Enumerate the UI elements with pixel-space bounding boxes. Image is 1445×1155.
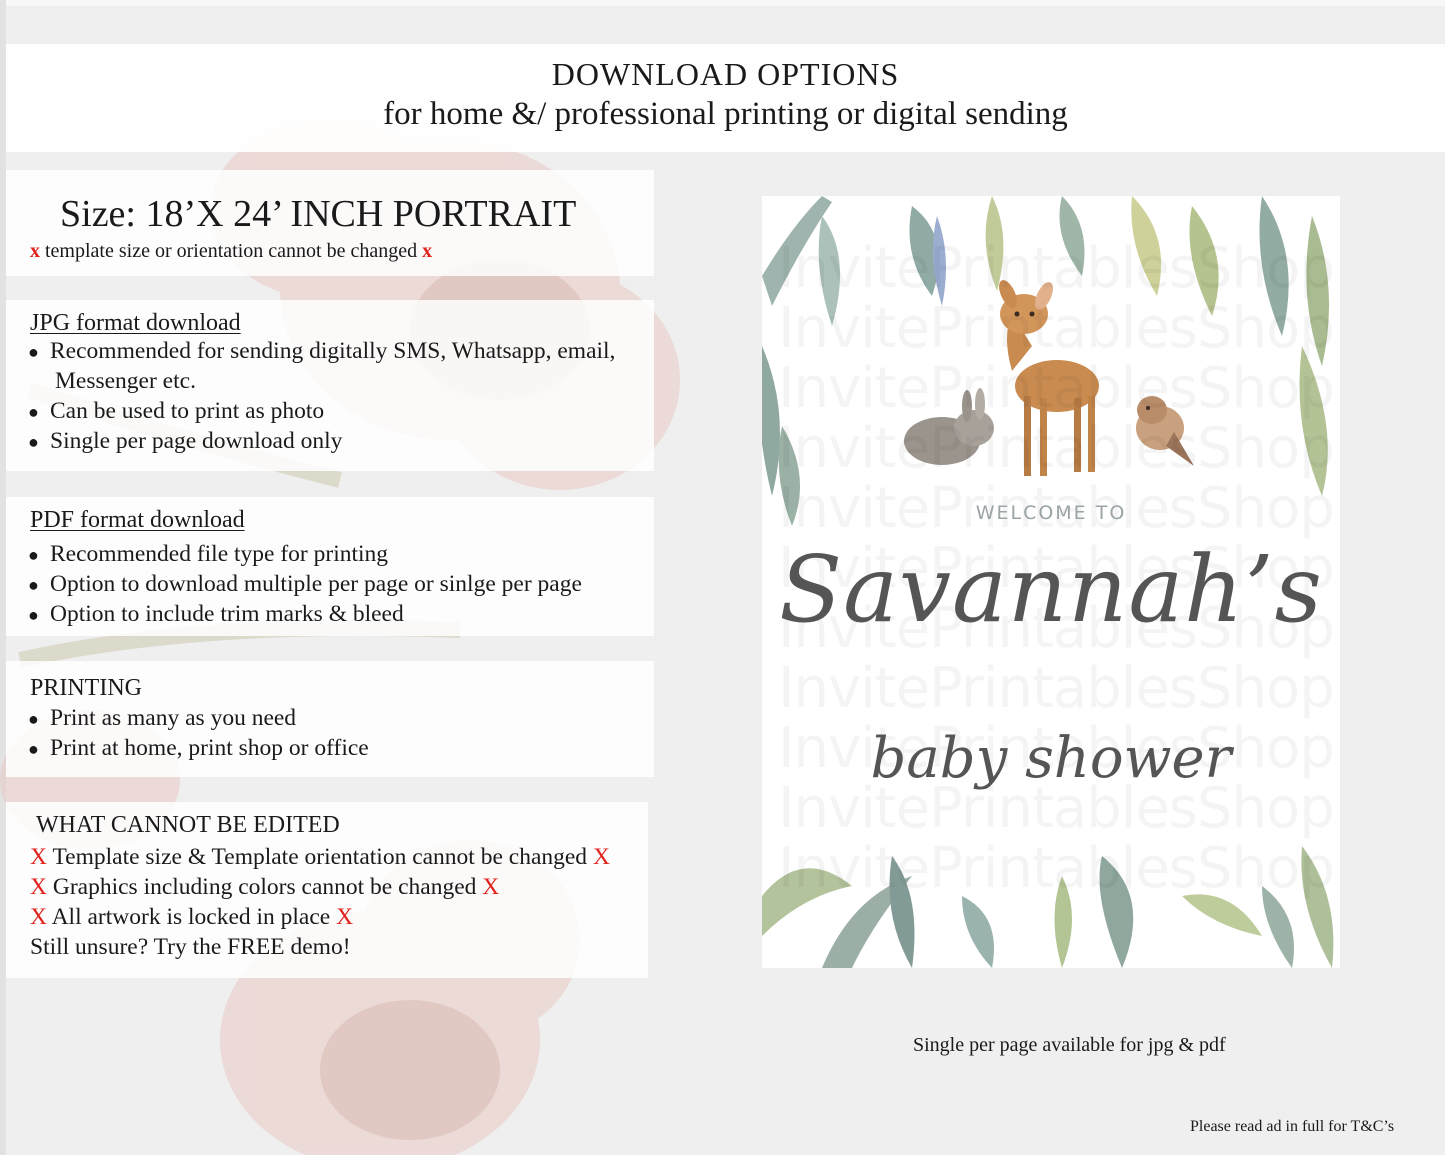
cannot-edit-panel: [6, 802, 648, 978]
top-edge: [0, 0, 1445, 6]
jpg-title: JPG format download: [30, 310, 241, 336]
x-mark-icon: X: [336, 904, 354, 930]
watermark-text: [778, 296, 1338, 361]
list-item: X Template size & Template orientation cannot be changed X: [30, 844, 610, 870]
size-title: Size: 18’X 24’ INCH PORTRAIT: [60, 193, 577, 235]
bullet-icon: ●: [28, 545, 39, 565]
list-item: ● Single per page download only: [28, 428, 343, 454]
pdf-title: PDF format download: [30, 507, 245, 533]
size-note: [30, 240, 432, 263]
size-note-text: template size or orientation cannot be changed: [45, 240, 418, 262]
x-mark-icon: X: [30, 904, 47, 930]
x-mark-icon: X: [482, 874, 500, 900]
list-item: ● Recommended for sending digitally SMS, Whatsapp, email,: [28, 338, 616, 364]
bullet-icon: ●: [28, 342, 39, 362]
bullet-icon: ●: [28, 739, 39, 759]
x-mark-icon: X: [30, 844, 47, 870]
bullet-icon: ●: [28, 605, 39, 625]
watermark-text: [778, 356, 1338, 421]
watermark-text: [778, 656, 1338, 721]
x-mark-icon: x: [422, 240, 433, 262]
bullet-icon: ●: [28, 402, 39, 422]
pdf-panel: [6, 497, 654, 636]
poster-event: baby shower: [870, 726, 1232, 791]
printing-title: PRINTING: [30, 675, 142, 701]
x-mark-icon: x: [30, 240, 40, 262]
x-mark-icon: X: [592, 844, 610, 870]
watermark-text: [778, 836, 1338, 901]
poster-welcome: WELCOME TO: [975, 502, 1127, 524]
list-item: ● Recommended file type for printing: [28, 541, 389, 567]
bullet-icon: ●: [28, 575, 39, 595]
size-panel: [6, 170, 654, 276]
list-item: ● Option to include trim marks & bleed: [28, 601, 404, 627]
list-item: X Graphics including colors cannot be changed X: [30, 874, 500, 900]
printing-panel: [6, 661, 654, 777]
list-item: ● Can be used to print as photo: [28, 398, 325, 424]
demo-note: Still unsure? Try the FREE demo!: [30, 934, 351, 960]
poster-caption: Single per page available for jpg & pdf: [913, 1034, 1226, 1056]
terms-footnote: Please read ad in full for T&C’s: [1190, 1118, 1395, 1135]
bullet-icon: ●: [28, 432, 39, 452]
poster-name: Savannah’s: [779, 536, 1323, 643]
watermark-text: [778, 416, 1338, 481]
watermark-text: [778, 236, 1338, 301]
list-item: ● Print at home, print shop or office: [28, 735, 369, 761]
poster-preview: [762, 196, 1340, 968]
page-title: DOWNLOAD OPTIONS: [551, 56, 900, 92]
page-subtitle: for home &/ professional printing or digital sending: [383, 96, 1068, 132]
header-banner: [6, 44, 1445, 152]
jpg-panel: [6, 300, 654, 471]
list-item: ● Option to download multiple per page or sinlge per page: [28, 571, 582, 597]
bullet-icon: ●: [28, 709, 39, 729]
list-item-continuation: Messenger etc.: [55, 368, 196, 394]
list-item: ● Print as many as you need: [28, 705, 297, 731]
cannot-edit-title: WHAT CANNOT BE EDITED: [36, 812, 340, 838]
x-mark-icon: X: [30, 874, 47, 900]
list-item: X All artwork is locked in place X: [30, 904, 354, 930]
